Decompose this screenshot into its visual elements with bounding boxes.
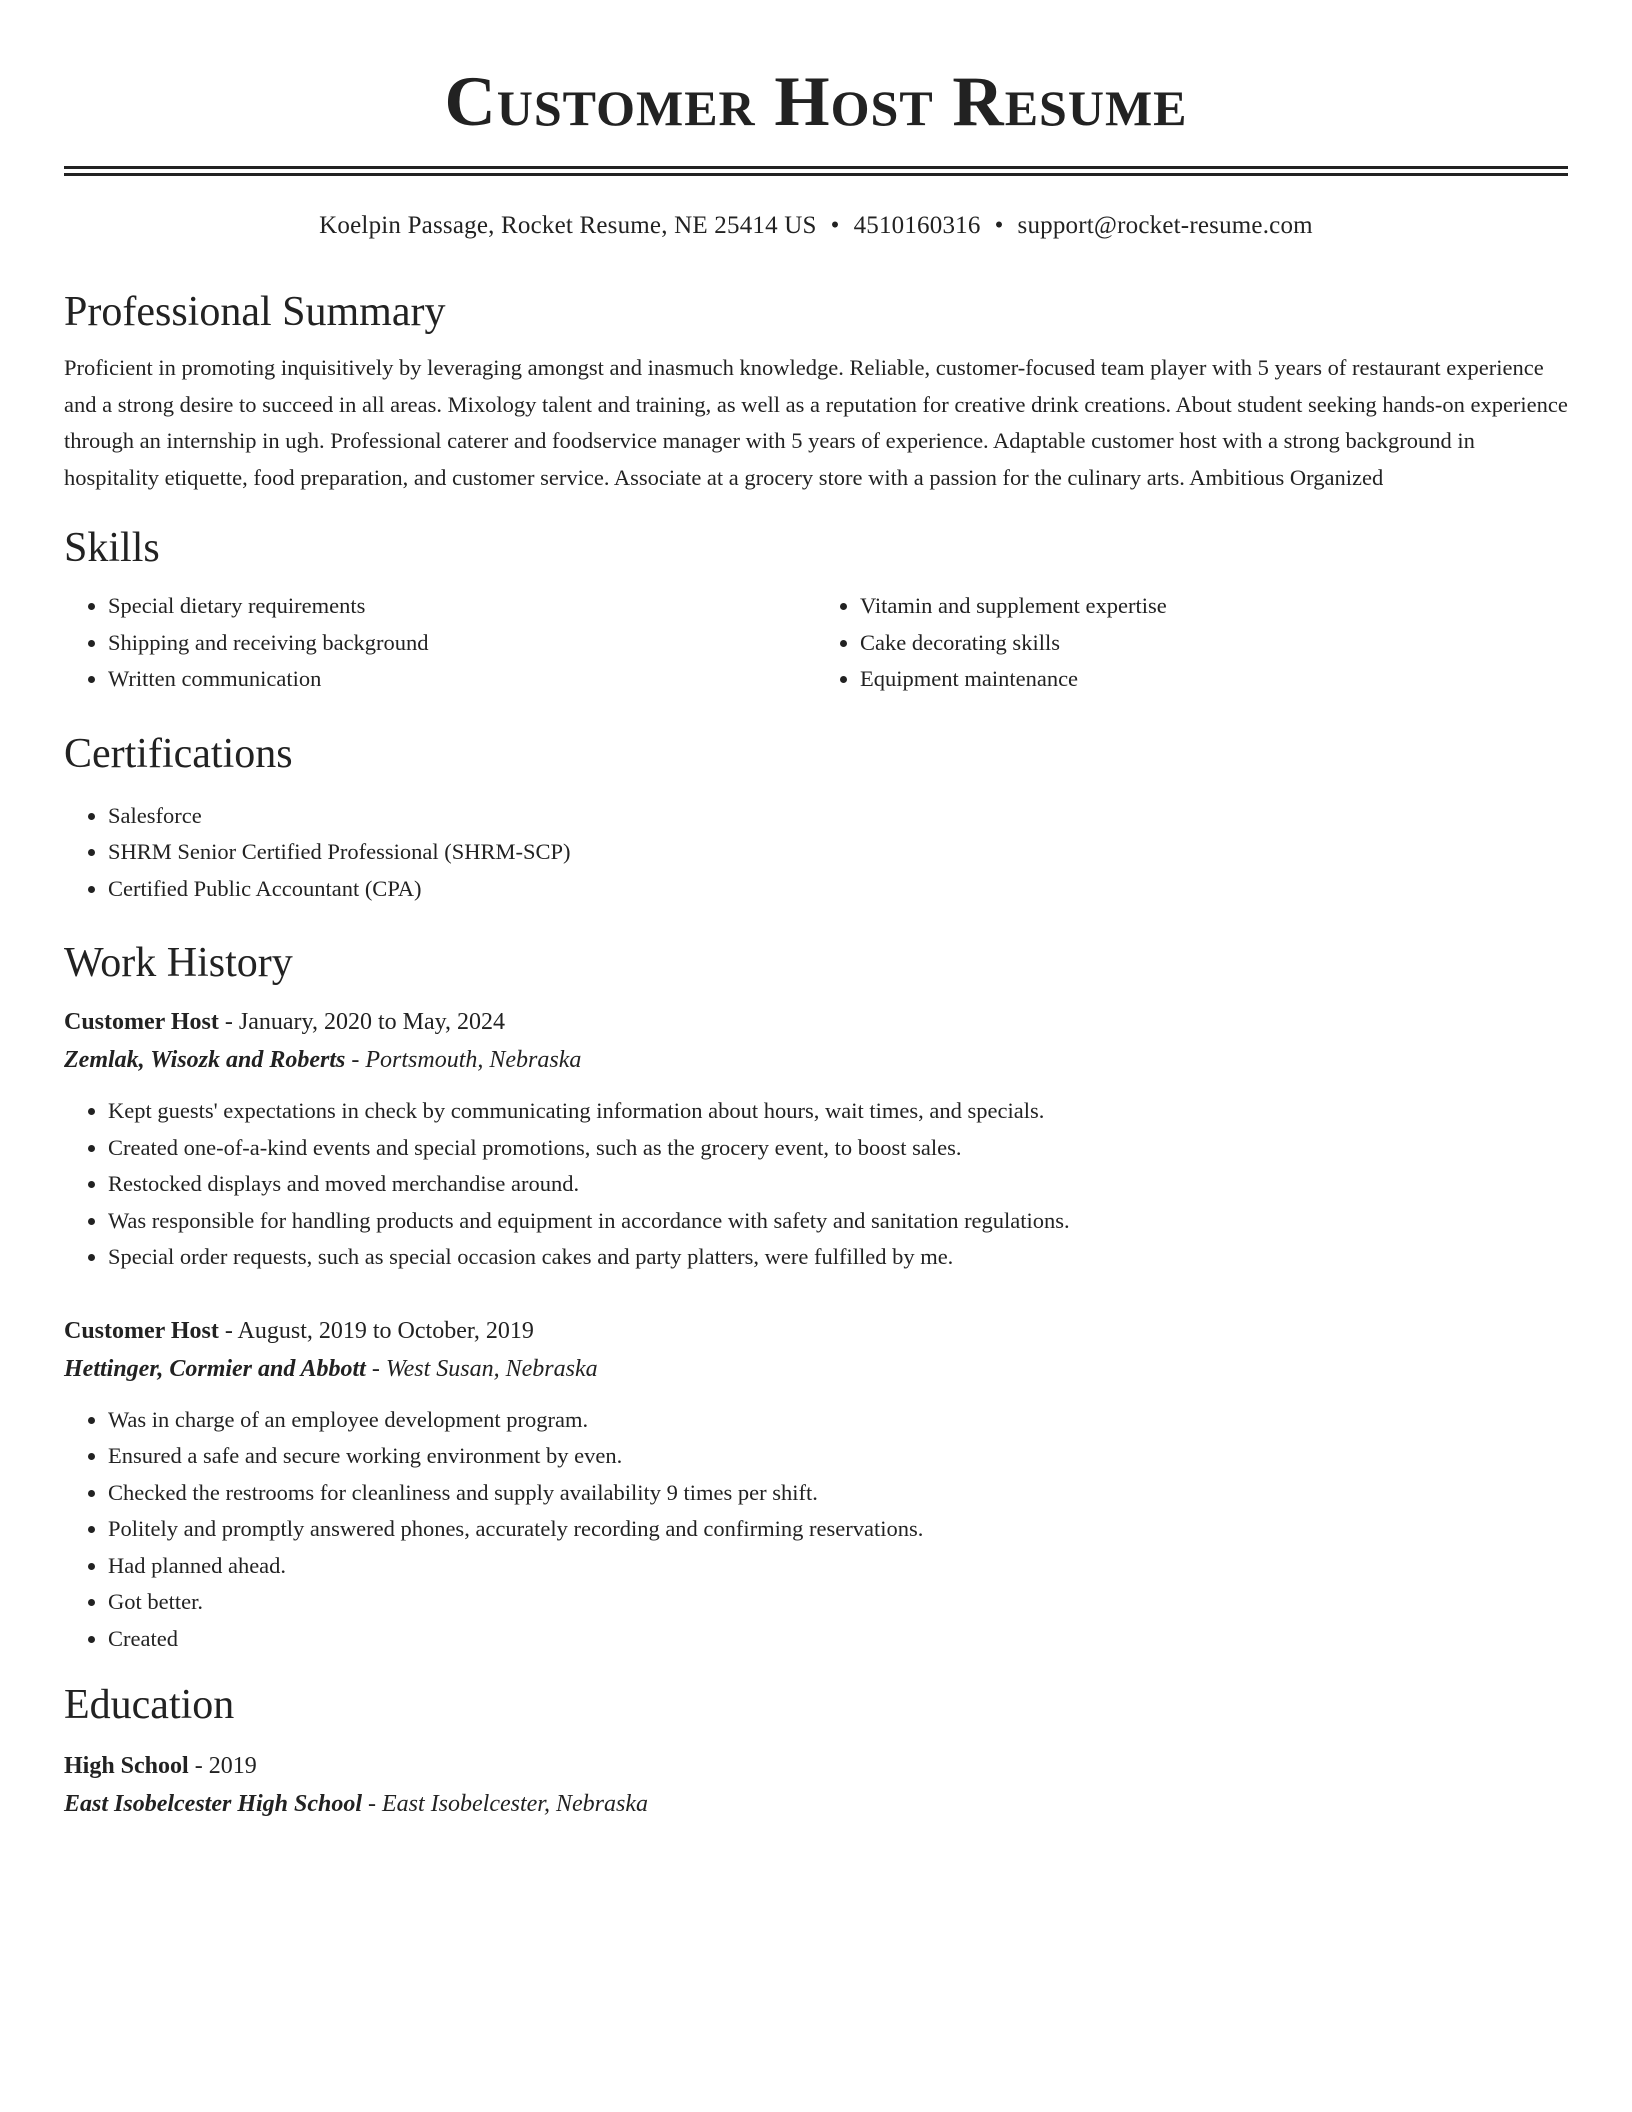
job-duty-item: • Kept guests' expectations in check by communicating information about hours, wait times, and specials.: [108, 1093, 1568, 1130]
job-company: Hettinger, Cormier and Abbott: [64, 1355, 366, 1382]
job-header: [64, 1312, 1568, 1350]
job-title: Customer Host: [64, 1009, 219, 1035]
contact-phone: 4510160316: [853, 212, 981, 239]
job-duty-item: • Got better.: [108, 1584, 1568, 1621]
education-location: - East Isobelcester, Nebraska: [362, 1791, 648, 1817]
skill-item: • Special dietary requirements: [108, 588, 816, 625]
job-duty-item: • Was responsible for handling products and equipment in accordance with safety and sanitation regulations.: [108, 1203, 1568, 1240]
certifications-list: [64, 798, 1568, 908]
job-duty-item: • Had planned ahead.: [108, 1548, 1568, 1585]
education-year: - 2019: [188, 1753, 257, 1779]
contact-address: Koelpin Passage, Rocket Resume, NE 25414 US: [319, 212, 817, 239]
skill-item: • Vitamin and supplement expertise: [860, 588, 1568, 625]
education-degree: High School: [64, 1753, 189, 1779]
job-location: - Portsmouth, Nebraska: [345, 1047, 582, 1073]
section-heading-work-history: Work History: [64, 940, 293, 986]
contact-separator: •: [994, 212, 1004, 239]
resume-title: Customer Host Resume: [444, 63, 1188, 141]
job-duty-item: • Special order requests, such as special occasion cakes and party platters, were fulfilled by me.: [108, 1239, 1568, 1276]
skill-item: • Written communication: [108, 661, 816, 698]
section-heading-education: Education: [64, 1682, 235, 1728]
education-school-line: [64, 1785, 1568, 1823]
skills-columns: [64, 588, 1568, 698]
summary-text: Proficient in promoting inquisitively by leveraging amongst and inasmuch knowledge. Reliable, customer-focused team player with 5 years of restaurant experience and a strong desire to succeed in all areas. Mixology talent and training, as well as a reputation for creative drink creations. About student seeking hands-on experience through an internship in ugh. Professional caterer and foodservice manager with 5 years of experience. Adaptable customer host with a strong background in hospitality etiquette, food preparation, and customer service. Associate at a grocery store with a passion for the culinary arts. Ambitious Organized: [64, 355, 1568, 490]
section-heading-summary: Professional Summary: [64, 289, 446, 335]
job-duty-item: • Checked the restrooms for cleanliness and supply availability 9 times per shift.: [108, 1475, 1568, 1512]
job-header: [64, 1003, 1568, 1041]
section-heading-certifications: Certifications: [64, 730, 293, 777]
job-employer: [64, 1350, 1568, 1388]
certification-item: • Salesforce: [108, 798, 1568, 835]
title-double-rule: [64, 166, 1568, 176]
job-dates: - August, 2019 to October, 2019: [218, 1317, 534, 1344]
certification-item: • Certified Public Accountant (CPA): [108, 871, 1568, 908]
job-duties-list: [64, 1402, 1568, 1658]
skill-item: • Cake decorating skills: [860, 625, 1568, 662]
job-duty-item: • Politely and promptly answered phones, accurately recording and confirming reservations.: [108, 1511, 1568, 1548]
job-duty-item: • Restocked displays and moved merchandise around.: [108, 1166, 1568, 1203]
job-duties-list: [64, 1093, 1568, 1276]
education-header: [64, 1747, 1568, 1785]
skill-item: • Shipping and receiving background: [108, 625, 816, 662]
certification-item: • SHRM Senior Certified Professional (SHRM-SCP): [108, 834, 1568, 871]
contact-line: [64, 210, 1568, 242]
job-duty-item: • Was in charge of an employee development program.: [108, 1402, 1568, 1439]
job-employer: [64, 1041, 1568, 1079]
education-school: East Isobelcester High School: [64, 1791, 363, 1817]
contact-separator: •: [830, 212, 840, 239]
skill-item: • Equipment maintenance: [860, 661, 1568, 698]
skills-list-left: [64, 588, 816, 698]
job-duty-item: • Created: [108, 1621, 1568, 1658]
job-location: - West Susan, Nebraska: [365, 1355, 598, 1382]
contact-email[interactable]: support@rocket-resume.com: [1017, 212, 1313, 239]
section-heading-skills: Skills: [64, 525, 160, 571]
job-duty-item: • Created one-of-a-kind events and special promotions, such as the grocery event, to boost sales.: [108, 1130, 1568, 1167]
skills-list-right: [816, 588, 1568, 698]
job-dates: - January, 2020 to May, 2024: [218, 1009, 506, 1035]
job-company: Zemlak, Wisozk and Roberts: [64, 1047, 346, 1073]
job-duty-item: • Ensured a safe and secure working environment by even.: [108, 1438, 1568, 1475]
job-title: Customer Host: [64, 1317, 219, 1344]
